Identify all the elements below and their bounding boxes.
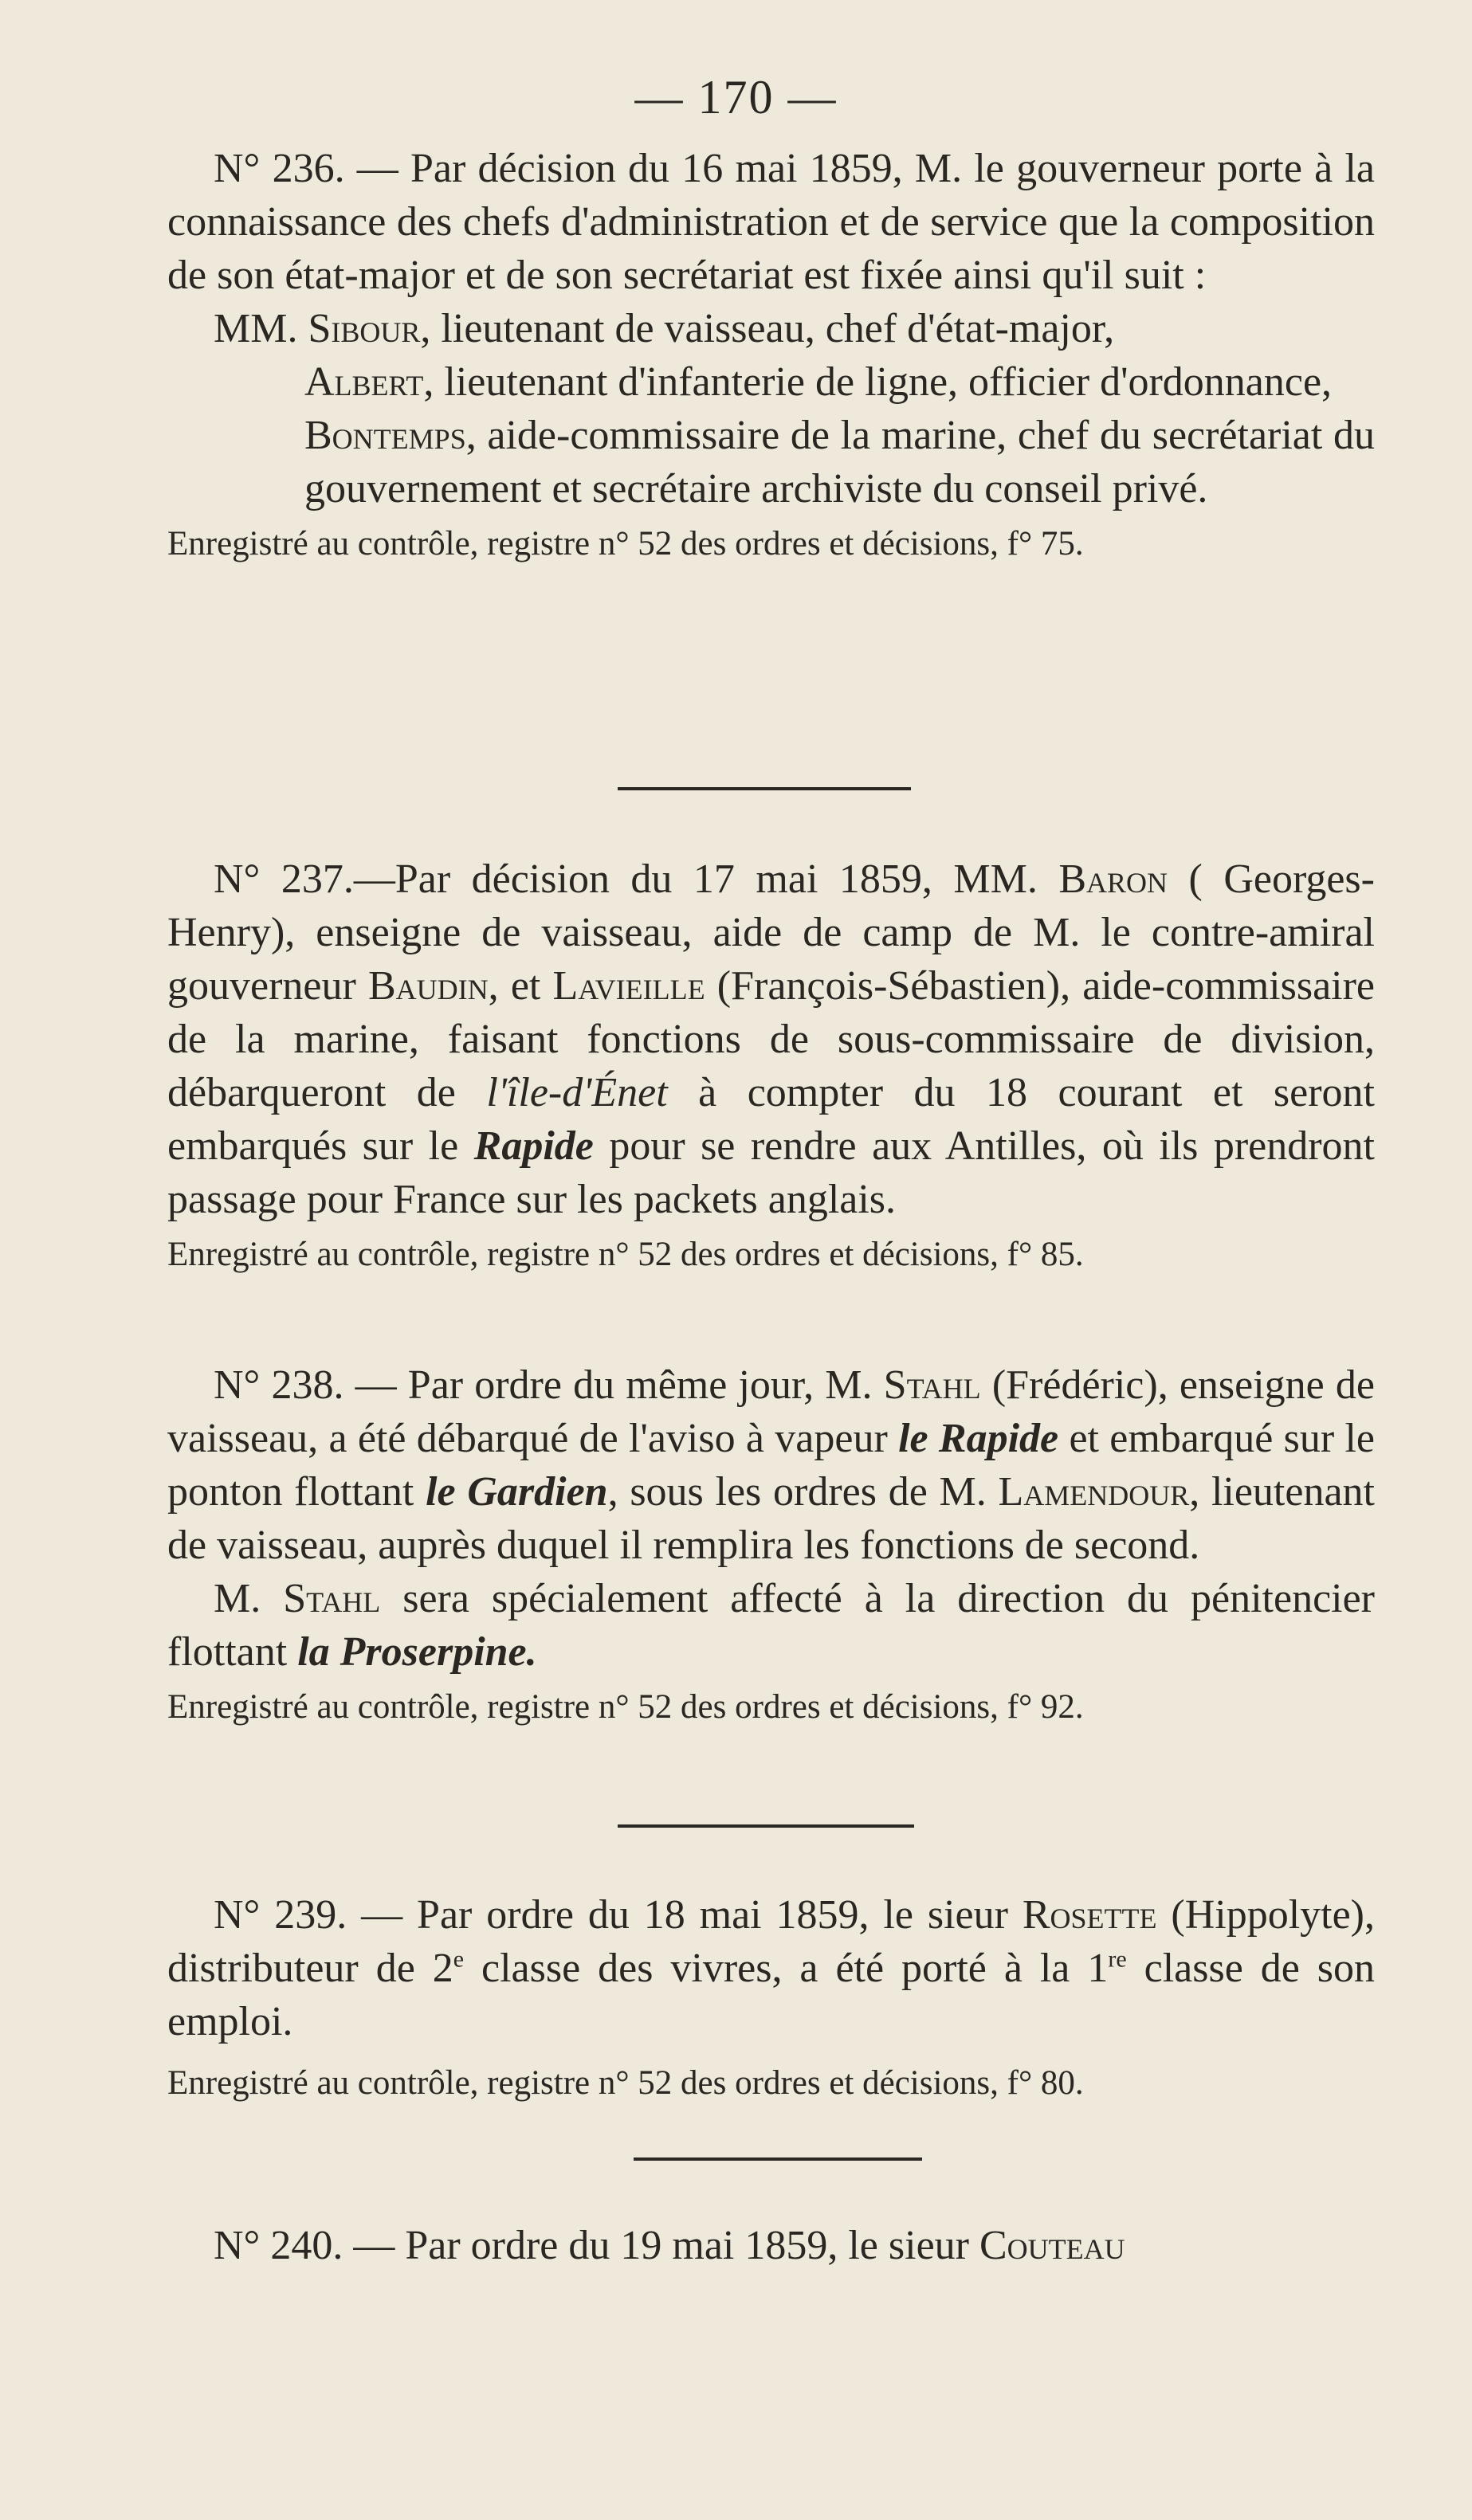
register-note: Enregistré au contrôle, registre n° 52 des ordres et décisions, f° 85.	[167, 1236, 1084, 1273]
person-name: Baudin	[367, 963, 489, 1009]
entry-number: N° 237.	[214, 856, 354, 902]
person-name: Couteau	[979, 2223, 1125, 2268]
person-name: Lavieille	[552, 963, 705, 1009]
entry-239-text: N° 239. — Par ordre du 18 mai 1859, le sieur Rosette (Hippolyte), distributeur de 2e classe des vivres, a été porté à la 1re classe de son emploi.	[167, 1892, 1375, 2044]
ship-name: le Rapide	[898, 1416, 1059, 1461]
staff-line-1: MM. Sibour, lieutenant de vaisseau, chef d'état-major,	[214, 306, 1115, 351]
page-number: — 170 —	[634, 71, 838, 123]
entry-237	[167, 852, 1375, 1279]
register-note: Enregistré au contrôle, registre n° 52 des ordres et décisions, f° 92.	[167, 1688, 1084, 1726]
ship-name: la Proserpine.	[297, 1629, 537, 1675]
person-name: Stahl	[883, 1362, 981, 1408]
entry-238	[167, 1358, 1375, 1731]
staff-name: Sibour	[308, 306, 421, 351]
entry-240	[167, 2219, 1375, 2272]
separator-rule	[618, 1824, 914, 1828]
entry-239	[167, 1888, 1375, 2107]
person-name: Rosette	[1022, 1892, 1157, 1938]
ship-name: le Gardien	[426, 1469, 608, 1515]
entry-237-text: N° 237.—Par décision du 17 mai 1859, MM. Baron ( Georges-Henry), enseigne de vaisseau, aide de camp de M. le contre-amiral gouverneur Baudin, et Lavieille (François-Sébastien), aide-commissaire de la marine, faisant fonctions de sous-commissaire de division, débarqueront de l'île-d'Énet à compter du 18 courant et seront embarqués sur le Rapide pour se rendre aux Antilles, où ils prendront passage pour France sur les packets anglais.	[167, 856, 1376, 1222]
separator-rule	[618, 787, 911, 790]
person-name: Baron	[1058, 856, 1168, 902]
staff-line-2: Albert, lieutenant d'infanterie de ligne, officier d'ordonnance,	[304, 359, 1333, 405]
entry-238-text: N° 238. — Par ordre du même jour, M. Stahl (Frédéric), enseigne de vaisseau, a été débarqué de l'aviso à vapeur le Rapide et embarqué sur le ponton flottant le Gardien, sous les ordres de M. Lamendour, lieutenant de vaisseau, auprès duquel il remplira les fonctions de second.	[167, 1362, 1375, 1568]
entry-238-second-text: M. Stahl sera spécialement affecté à la direction du pénitencier flottant la Proserpine.	[167, 1576, 1375, 1675]
separator-rule	[634, 2157, 922, 2161]
register-note: Enregistré au contrôle, registre n° 52 des ordres et décisions, f° 75.	[167, 525, 1084, 562]
ship-name: Rapide	[473, 1123, 594, 1169]
staff-line-3: Bontemps, aide-commissaire de la marine, chef du secrétariat du gouvernement et secrétaire archiviste du conseil privé.	[304, 413, 1375, 511]
entry-236	[167, 142, 1375, 568]
entry-number: N° 238.	[214, 1362, 344, 1408]
entry-number: N° 239.	[214, 1892, 347, 1938]
staff-name: Bontemps	[304, 413, 466, 458]
person-name: Lamendour	[998, 1469, 1190, 1515]
person-name: Stahl	[283, 1576, 381, 1621]
register-note: Enregistré au contrôle, registre n° 52 des ordres et décisions, f° 80.	[167, 2064, 1084, 2102]
staff-name: Albert	[304, 359, 424, 405]
entry-number: N° 240.	[214, 2223, 343, 2268]
entry-240-text: N° 240. — Par ordre du 19 mai 1859, le sieur Couteau	[214, 2223, 1125, 2268]
entry-number: N° 236.	[214, 146, 345, 191]
entry-236-text: N° 236. — Par décision du 16 mai 1859, M. le gouverneur porte à la connaissance des chefs d'administration et de service que la composition de son état-major et de son secrétariat est fixée ainsi qu'il suit :	[167, 146, 1375, 298]
ship-name: l'île-d'Énet	[486, 1070, 668, 1115]
